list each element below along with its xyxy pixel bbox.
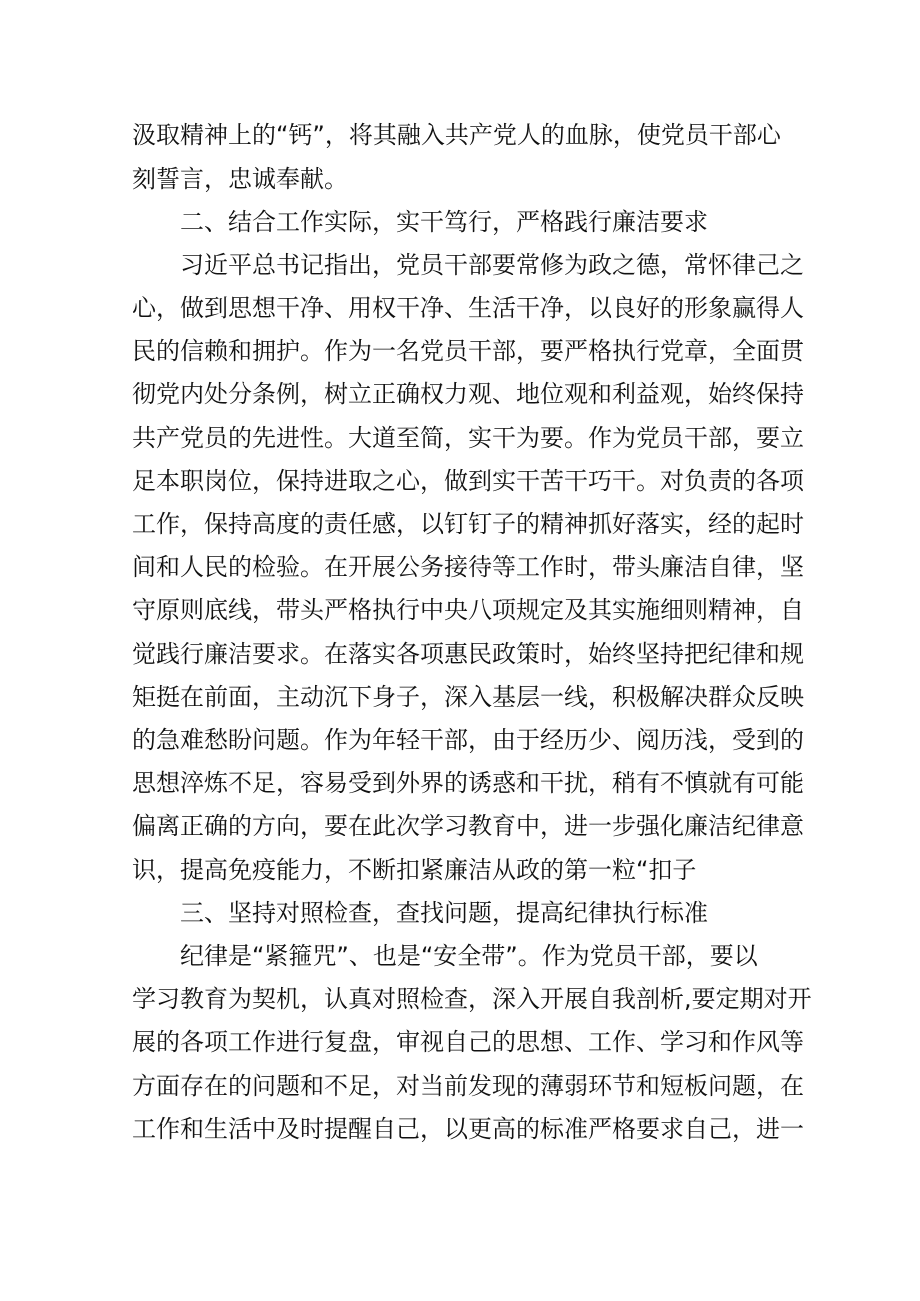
body-text-line: 思想淬炼不足，容易受到外界的诱惑和干扰，稍有不慎就有可能 bbox=[132, 769, 804, 797]
body-text-line: 彻党内处分条例，树立正确权力观、地位观和利益观，始终保持 bbox=[132, 380, 804, 408]
paragraph-start: 习近平总书记指出，党员干部要常修为政之德，常怀律己之 bbox=[180, 251, 804, 279]
body-text-line: 展的各项工作进行复盘，审视自己的思想、工作、学习和作风等 bbox=[132, 1028, 804, 1056]
body-text-line: 工作，保持高度的责任感，以钉钉子的精神抓好落实，经的起时 bbox=[132, 510, 804, 538]
section-heading-2: 二、结合工作实际，实干笃行，严格践行廉洁要求 bbox=[180, 208, 708, 236]
body-text-line: 守原则底线，带头严格执行中央八项规定及其实施细则精神，自 bbox=[132, 596, 804, 624]
body-text-line: 方面存在的问题和不足，对当前发现的薄弱环节和短板问题，在 bbox=[132, 1072, 804, 1100]
body-text-line: 民的信赖和拥护。作为一名党员干部，要严格执行党章，全面贯 bbox=[132, 337, 804, 365]
body-text-line: 间和人民的检验。在开展公务接待等工作时，带头廉洁自律，坚 bbox=[132, 553, 804, 581]
body-text-line: 工作和生活中及时提醒自己，以更高的标准严格要求自己，进一 bbox=[132, 1115, 804, 1143]
body-text-line: 足本职岗位，保持进取之心，做到实干苦干巧干。对负责的各项 bbox=[132, 467, 804, 495]
body-text-line: 学习教育为契机，认真对照检查，深入开展自我剖析,要定期对开 bbox=[132, 985, 812, 1013]
body-text-line: 心，做到思想干净、用权干净、生活干净，以良好的形象赢得人 bbox=[132, 294, 804, 322]
body-text-line: 共产党员的先进性。大道至简，实干为要。作为党员干部，要立 bbox=[132, 424, 804, 452]
body-text-line: 识，提高免疫能力，不断扣紧廉洁从政的第一粒“扣子 bbox=[132, 856, 697, 884]
section-heading-3: 三、坚持对照检查，查找问题，提高纪律执行标准 bbox=[180, 899, 708, 927]
body-text-line: 偏离正确的方向，要在此次学习教育中，进一步强化廉洁纪律意 bbox=[132, 812, 804, 840]
body-text-line: 的急难愁盼问题。作为年轻干部，由于经历少、阅历浅，受到的 bbox=[132, 726, 804, 754]
body-text-line: 刻誓言，忠诚奉献。 bbox=[132, 165, 348, 193]
body-text-line: 汲取精神上的“钙”，将其融入共产党人的血脉，使党员干部心 bbox=[132, 121, 781, 149]
body-text-line: 觉践行廉洁要求。在落实各项惠民政策时，始终坚持把纪律和规 bbox=[132, 640, 804, 668]
paragraph-start: 纪律是“紧箍咒”、也是“安全带”。作为党员干部，要以 bbox=[180, 942, 758, 970]
body-text-line: 矩挺在前面，主动沉下身子，深入基层一线，积极解决群众反映 bbox=[132, 683, 804, 711]
